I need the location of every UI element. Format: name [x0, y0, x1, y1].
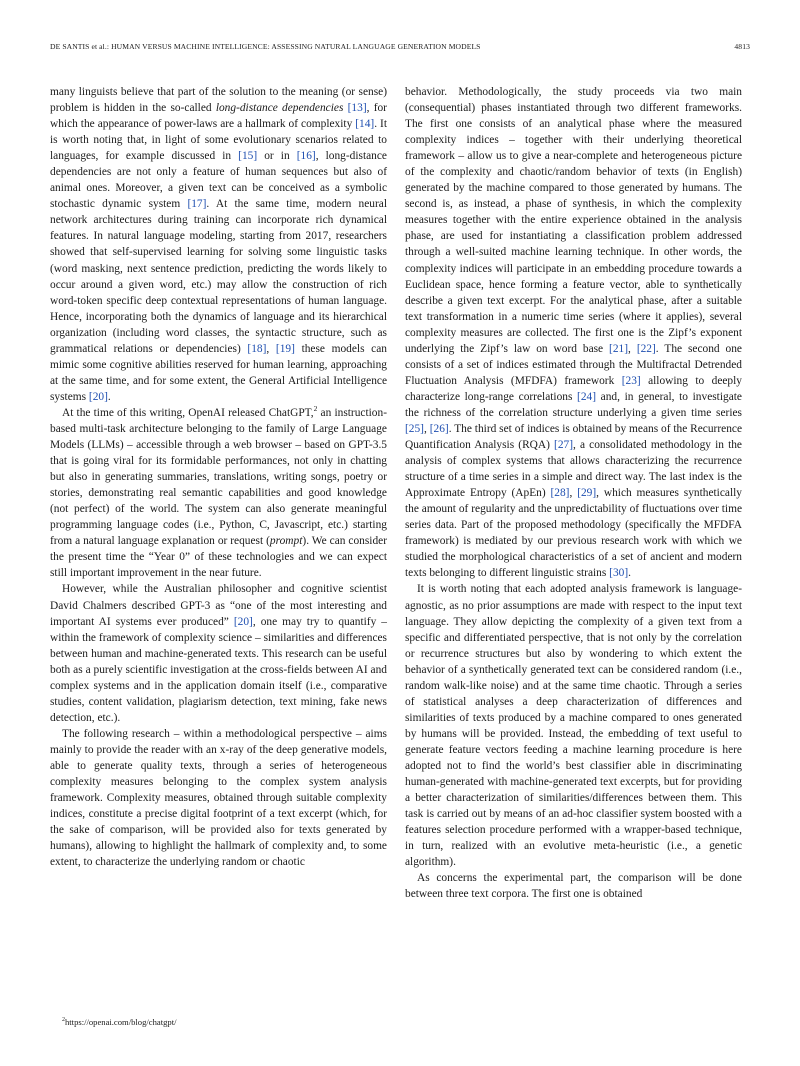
page-number: 4813 — [734, 42, 750, 51]
citation-link[interactable]: [23] — [621, 374, 641, 387]
citation-link[interactable]: [15] — [238, 150, 258, 163]
paragraph: behavior. Methodologically, the study proceeds via two main (consequential) phases instantiated through two different frameworks. The first one consists of an analytical phase where the measured complexity indices – together with their underlying theoretical framework – allow us to give a near-complete and heterogeneous picture of the complexity and chaotic/random behavior of texts (in English) generated by the machine compared to those generated by humans. The second is, as instead, a phase of synthesis, in which the complexity measures together with the entire experience obtained in the analysis phase, are used for instantiating a classification problem addressed through a well-suited machine learning technique. In other words, the complexity indices will participate in an embedding procedure towards a Euclidean space, hence forming a feature vector, able to synthetically describe a given text excerpt. For the analytical phase, after a suitable text transformation in a numeric time series (where it applies), several complexity measures are collected. The first one is the Zipf’s exponent underlying the Zipf’s law on word base [21], [22]. The second one consists of a set of indices estimated through the Multifractal Detrended Fluctuation Analysis (MFDFA) framework [23] allowing to deeply characterize long-range correlations [24] and, in general, to investigate the richness of the correlation structure underlying a given time series [25], [26]. The third set of indices is obtained by means of the Recurrence Quantification Analysis (RQA) [27], a consolidated methodology in the analysis of complex systems that allows characterizing the recurrence structure of a time series in a simple and direct way. The last index is the Approximate Entropy (ApEn) [28], [29], which measures synthetically the amount of regularity and the unpredictability of fluctuations over time series data. Part of the proposed methodology (specifically the MFDFA framework) is mediated by our previous research work with which we studied the morphological characteristics of a set of ancient and modern texts belonging to different linguistic strains [30]. — [405, 86, 742, 580]
right-column — [405, 84, 742, 902]
emphasis: prompt — [269, 535, 303, 548]
citation-link[interactable]: [30] — [609, 567, 629, 580]
footnote — [62, 1017, 176, 1027]
citation-link[interactable]: [18] — [247, 342, 267, 355]
footnote-ref[interactable]: 2 — [313, 404, 318, 414]
footnote-mark: 2 — [62, 1017, 65, 1024]
citation-link[interactable]: [17] — [187, 198, 207, 211]
citation-link[interactable]: [21] — [609, 342, 629, 355]
footnote-url[interactable]: https://openai.com/blog/chatgpt/ — [65, 1017, 177, 1027]
paragraph: As concerns the experimental part, the comparison will be done between three text corpora. The first one is obtained — [405, 872, 742, 901]
paragraph: At the time of this writing, OpenAI released ChatGPT,$^2$ an instruction-based multi-task architecture belonging to the family of Large Language Models (LLMs) – accessible through a web browser – based on GPT-3.5 that is going viral for its formidable performances, not only in chatting but also in generating summaries, translations, writing songs, poetry or stories, demonstrating real semantic capabilities and good knowledge (not perfect) of the world. The system can also generate meaningful programming language codes (i.e., Python, C, Javascript, etc.) starting from a natural language explanation or request (prompt). We can consider the present time the “Year 0” of these technologies and we can expect still important improvement in the near future. — [50, 404, 387, 580]
citation-link[interactable]: [13] — [347, 102, 367, 115]
citation-link[interactable]: [14] — [355, 118, 375, 131]
citation-link[interactable]: [16] — [296, 150, 316, 163]
paragraph: many linguists believe that part of the solution to the meaning (or sense) problem is hidden in the so-called long-distance dependencies [13], for which the appearance of power-laws are a hallmark of complexity [14]. It is worth noting that, in light of some evolutionary scenarios related to languages, for example discussed in [15] or in [16], long-distance dependencies are not only a feature of human sequences but also of animal ones. Moreover, a given text can be conceived as a symbolic stochastic dynamic system [17]. At the same time, modern neural network architectures during training can incorporate rich dynamical features. In natural language modeling, starting from 2017, researchers showed that self-supervised learning for solving some linguistic tasks (word masking, next sentence prediction, predicting the words likely to occur around a given word, etc.) may allow the construction of rich word-token specific deep contextual representations of human language. Hence, incorporating both the dynamics of language and its hierarchical organization (including word classes, the syntactic structure, such as grammatical relations or dependencies) [18], [19] these models can mimic some cognitive abilities reserved for human learning, approaching at the same time, and for some extent, the General Artificial Intelligence systems [20]. — [50, 86, 387, 403]
paragraph: However, while the Australian philosopher and cognitive scientist David Chalmers described GPT-3 as “one of the most interesting and important AI systems ever produced” [20], one may try to quantify – within the framework of complexity science – similarities and differences between human and machine-generated texts. This research can be useful both as a purely scientific investigation at the cross-fields between AI and complex systems and in the application domain itself (i.e., comparative studies, content validation, plagiarism detection, text mining, fake news detection, etc.). — [50, 583, 387, 724]
citation-link[interactable]: [29] — [577, 487, 597, 500]
citation-link[interactable]: [20] — [233, 615, 253, 628]
paragraph: It is worth noting that each adopted analysis framework is language-agnostic, as no prior assumptions are made with respect to the input text language. They allow depicting the complexity of a given text from a specific and differentiated perspective, that is not only by the correlation or recurrence structures but also by wondering to which extent the behavior of a synthetically generated text can be considered random (i.e., random walk-like noise) and at the same time chaotic. Through a series of statistical analyses a deep characterization of differences and similarities of texts produced by a machine compared to ones generated by humans will be provided. Instead, the embedding of text useful to generate feature vectors feeding a machine learning procedure is here adopted not to find the world’s best classifier able in discriminating human-generated with machine-generated text excerpts, but for providing a better characterization of similarities/differences between them. This task is carried out by means of an ad-hoc classifier system boosted with a features selection procedure performed with a wrapper-based technique, in turn, realized with an evolutive meta-heuristic (i.e., a genetic algorithm). — [405, 583, 742, 869]
emphasis: long-distance dependencies — [215, 102, 344, 115]
running-header — [50, 42, 750, 54]
citation-link[interactable]: [27] — [554, 439, 574, 452]
citation-link[interactable]: [24] — [577, 390, 597, 403]
citation-link[interactable]: [22] — [636, 342, 656, 355]
citation-link[interactable]: [20] — [88, 390, 108, 403]
citation-link[interactable]: [19] — [275, 342, 295, 355]
citation-link[interactable]: [28] — [550, 487, 570, 500]
left-column — [50, 84, 387, 870]
running-title: DE SANTIS et al.: HUMAN VERSUS MACHINE INTELLIGENCE: ASSESSING NATURAL LANGUAGE GENERATION MODELS — [50, 42, 481, 51]
paragraph: The following research – within a methodological perspective – aims mainly to provide the reader with an x-ray of the deep generative models, able to generate quality texts, through a series of heterogeneous complexity measures belonging to the complex system analysis framework. Complexity measures, obtained through suitable complexity indices, constitute a precise digital footprint of a text excerpt (which, for the sake of comparison, will be provided also for texts generated by humans), allowing to highlight the hallmark of complexity and, to some extent, to characterize the underlying random or chaotic — [50, 727, 387, 869]
citation-link[interactable]: [26] — [429, 422, 449, 435]
citation-link[interactable]: [25] — [405, 422, 424, 435]
